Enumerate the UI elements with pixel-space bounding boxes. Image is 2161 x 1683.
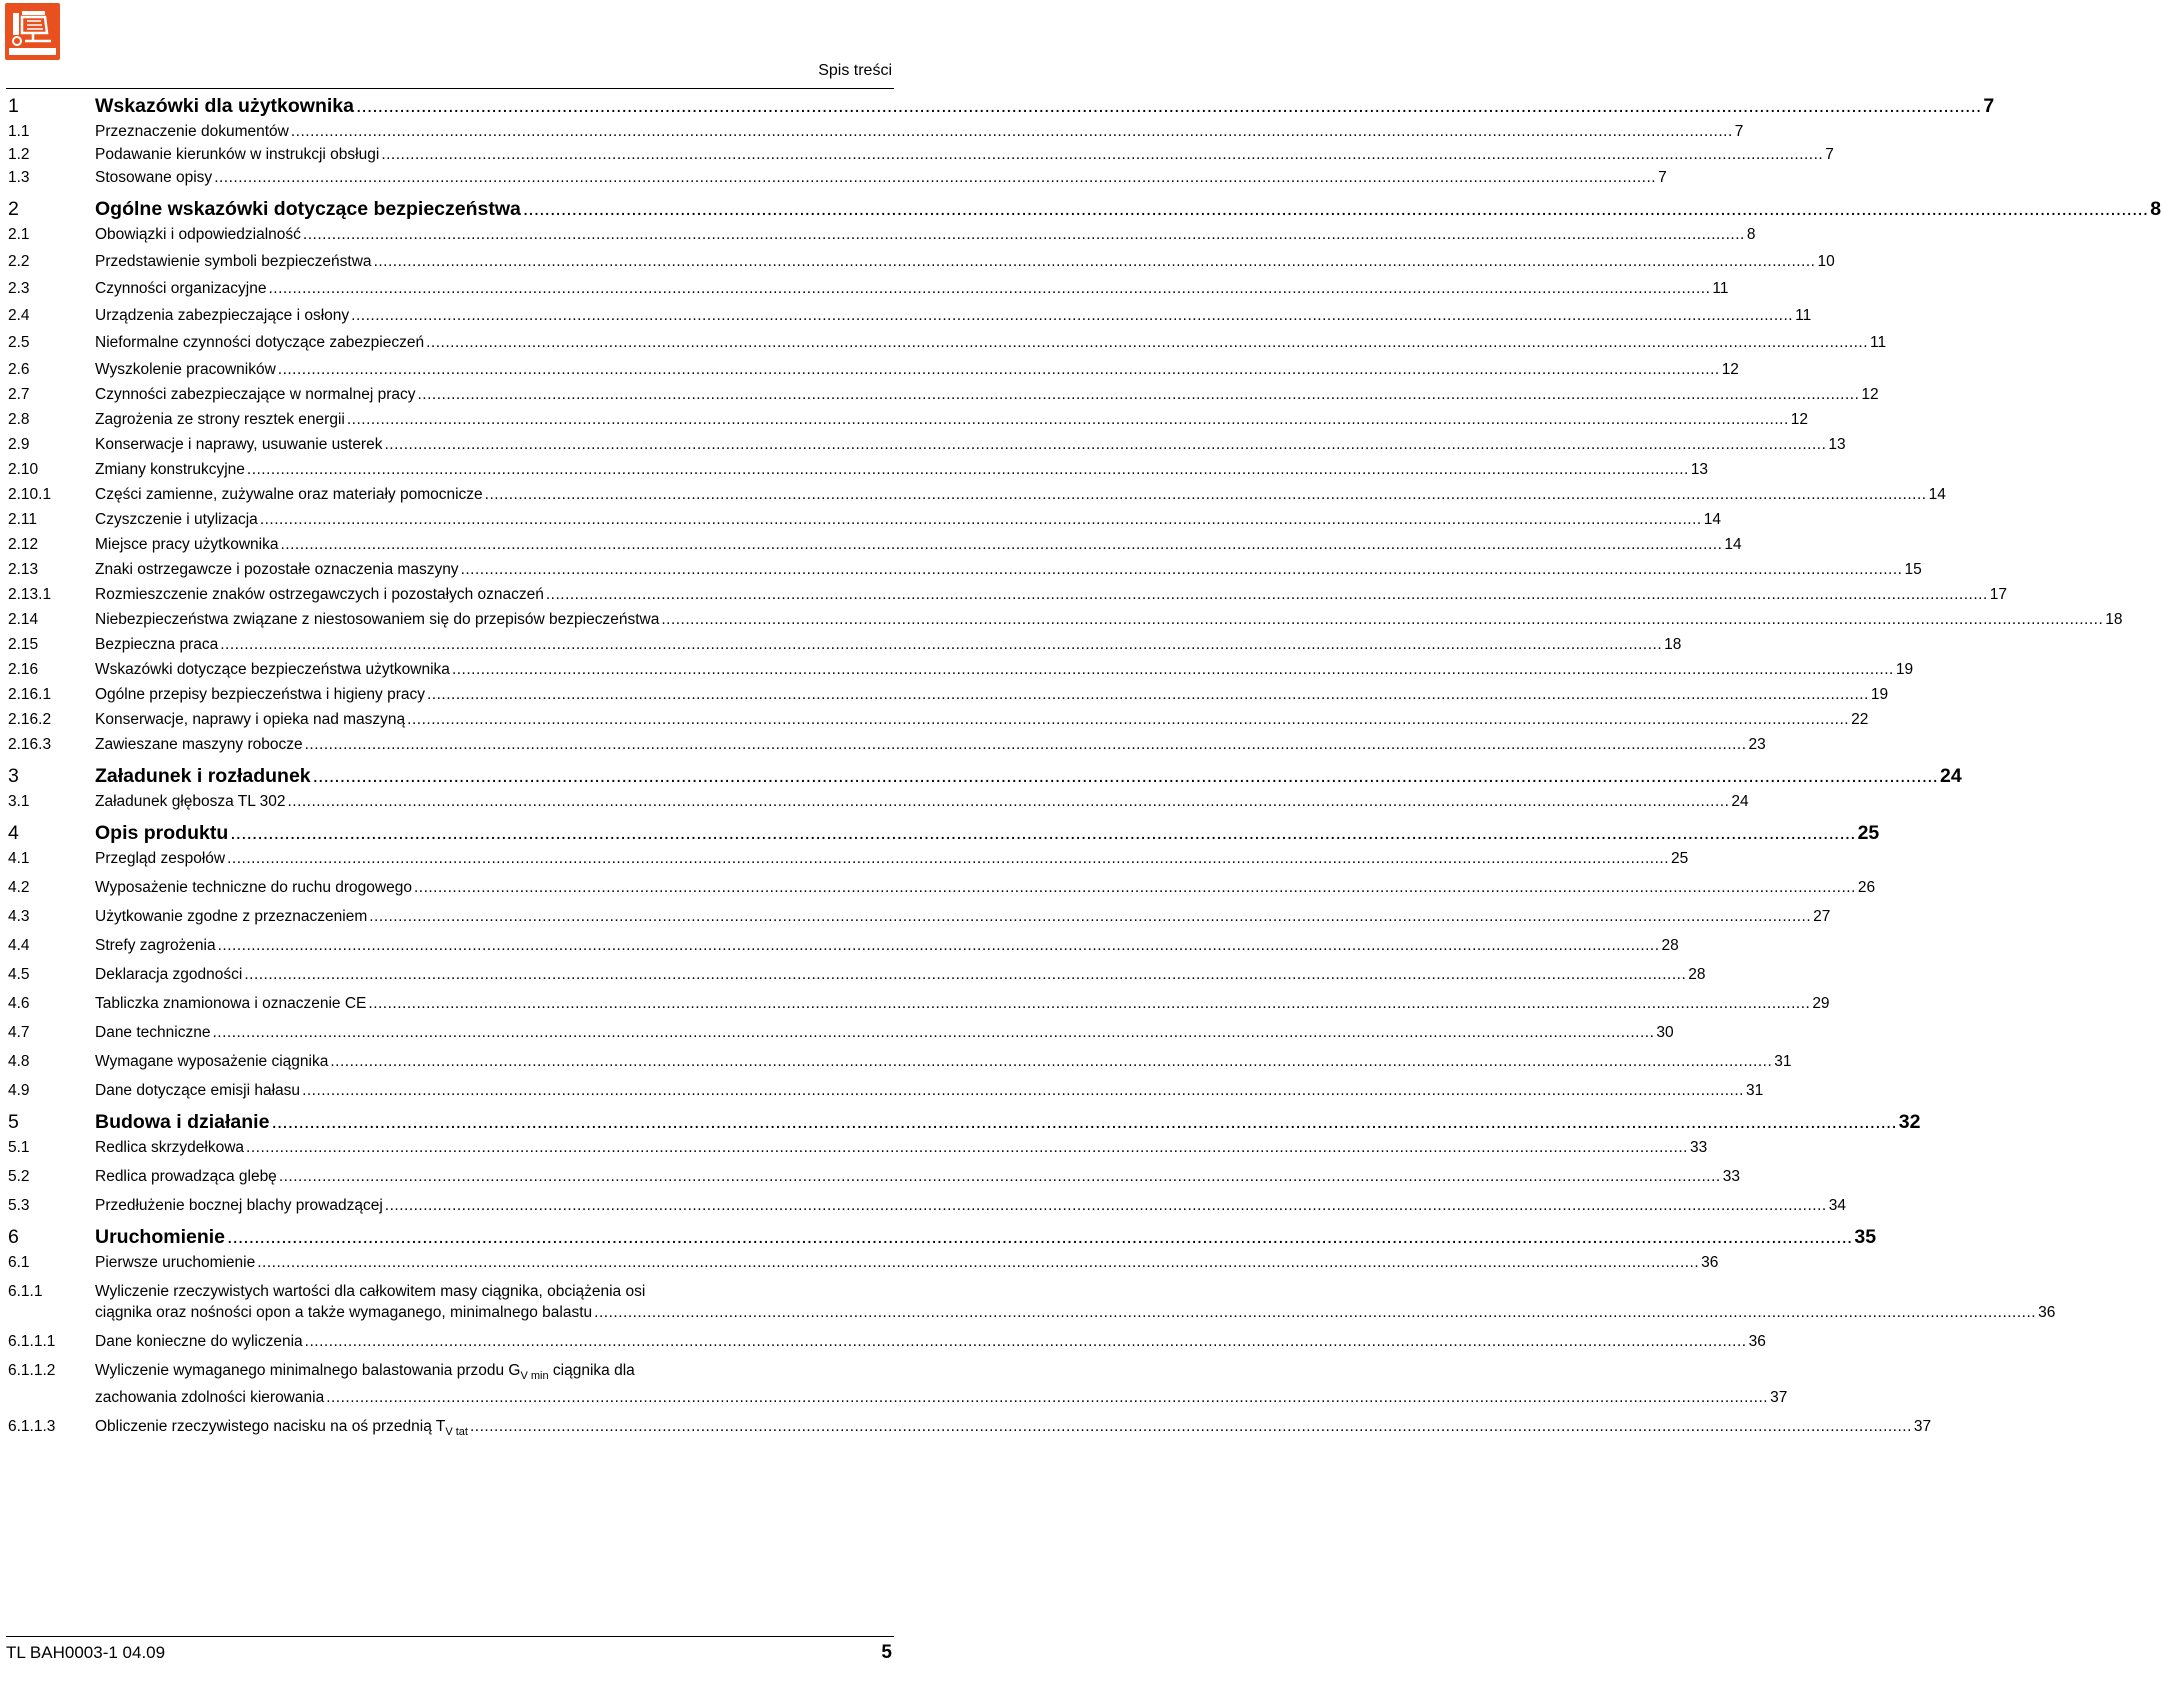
toc-leader-dots: ............................................................................................................................................................................................................................................................................................................ [227,850,1670,867]
toc-leader-dots: ............................................................................................................................................................................................................................................................................................................ [594,1304,2037,1321]
toc-entry-title: Deklaracja zgodności [95,966,243,983]
toc-entry-page: 33 [1722,1168,1740,1185]
toc-entry-page: 23 [1748,736,1766,753]
toc-entry-number: 2.2 [8,253,30,270]
toc-leader-dots: ............................................................................................................................................................................................................................................................................................................ [330,1053,1773,1070]
toc-entry-title: Podawanie kierunków w instrukcji obsługi [95,146,380,163]
toc-entry-title: Bezpieczna praca [95,636,219,653]
toc-leader-dots: ............................................................................................................................................................................................................................................................................................................ [484,486,1927,503]
toc-entry[interactable] [8,1166,1740,1187]
toc-entry[interactable] [8,877,1876,898]
toc-leader-dots: ............................................................................................................................................................................................................................................................................................................ [244,966,1687,983]
toc-entry-page: 7 [1658,169,1667,186]
toc-entry-title: Dane konieczne do wyliczenia [95,1333,303,1350]
section-title: Spis treści [818,62,892,79]
toc-entry-title: Czynności organizacyjne [95,280,267,297]
toc-entry[interactable] [8,559,1922,580]
toc-entry-page: 26 [1857,879,1876,896]
toc-entry-title: Urządzenia zabezpieczające i osłony [95,307,350,324]
toc-entry-page: 27 [1813,908,1831,925]
toc-entry-number: 2.6 [8,361,30,378]
toc-entry-page: 8 [1746,226,1756,243]
toc-entry-page: 11 [1712,280,1729,297]
toc-entry-number: 4.9 [8,1082,30,1099]
toc-entry-number: 2.7 [8,386,30,403]
toc-entry-page: 29 [1812,995,1830,1012]
toc-leader-dots: ............................................................................................................................................................................................................................................................................................................ [351,307,1794,324]
toc-entry[interactable] [8,684,1889,705]
toc-entry-page: 19 [1870,686,1889,703]
toc-entry-title-line1 [95,1360,894,1387]
toc-entry-number: 2.14 [8,611,39,628]
toc-leader-dots: ............................................................................................................................................................................................................................................................................................................ [277,361,1720,378]
toc-leader-dots: ............................................................................................................................................................................................................................................................................................................ [214,169,1657,186]
toc-entry-number: 4.7 [8,1024,30,1041]
toc-entry-number: 5.2 [8,1168,30,1185]
toc-entry-title: Opis produktu [95,822,229,844]
toc-leader-dots: ............................................................................................................................................................................................................................................................................................................ [417,386,1860,403]
toc-entry[interactable] [8,484,1946,505]
document-id: TL BAH0003-1 04.09 [6,1643,166,1662]
toc-entry-title: Strefy zagrożenia [95,937,216,954]
toc-leader-dots: ............................................................................................................................................................................................................................................................................................................ [326,1389,1769,1407]
toc-entry[interactable] [8,734,1766,755]
toc-entry[interactable] [8,1281,2056,1323]
toc-entry-number: 1.2 [8,146,30,163]
toc-entry-number: 2.13 [8,561,39,578]
toc-entry-title: Wymagane wyposażenie ciągnika [95,1053,329,1070]
toc-leader-dots: ............................................................................................................................................................................................................................................................................................................ [290,123,1733,140]
toc-entry-number: 4.5 [8,966,30,983]
toc-entry[interactable] [8,93,1995,119]
toc-entry-number: 5 [8,1111,19,1133]
toc-entry[interactable] [8,659,1914,680]
toc-entry-title: Wyposażenie techniczne do ruchu drogowego [95,879,412,896]
toc-entry[interactable] [8,906,1831,927]
toc-entry-page: 25 [1671,850,1689,867]
toc-entry-page: 14 [1724,536,1742,553]
toc-entry-number: 2.16.2 [8,711,52,728]
toc-entry-number: 2.16.1 [8,686,52,703]
toc-entry-title: Konserwacje i naprawy, usuwanie usterek [95,436,383,453]
toc-leader-dots: ............................................................................................................................................................................................................................................................................................................ [217,937,1660,954]
toc-entry-number: 6.1.1.2 [8,1362,56,1379]
toc-entry-title: Rozmieszczenie znaków ostrzegawczych i pozostałych oznaczeń [95,586,544,603]
toc-entry[interactable] [8,820,1880,846]
toc-entry-page: 32 [1898,1111,1921,1133]
toc-leader-dots: ............................................................................................................................................................................................................................................................................................................ [268,280,1711,297]
amazone-logo [5,3,60,60]
toc-entry-number: 4 [8,822,19,844]
toc-entry-page: 12 [1790,411,1809,428]
toc-leader-dots: ............................................................................................................................................................................................................................................................................................................ [368,995,1811,1012]
toc-entry-page: 36 [1701,1254,1719,1271]
toc-entry-number: 3.1 [8,793,30,810]
toc-entry-page: 31 [1774,1053,1792,1070]
toc-entry[interactable] [8,144,1834,165]
toc-entry-number: 2.10.1 [8,486,52,503]
toc-entry[interactable] [8,1051,1792,1072]
toc-entry[interactable] [8,305,1812,326]
toc-entry-page: 14 [1928,486,1946,503]
toc-entry-subscript: V min [520,1370,549,1383]
amazone-logo-icon [5,3,60,60]
toc-entry-number: 2.12 [8,536,39,553]
toc-entry-number: 1 [8,95,19,117]
toc-entry[interactable] [8,791,1749,812]
toc-entry-title: Ogólne przepisy bezpieczeństwa i higieny pracy [95,686,425,703]
toc-entry-number: 2.11 [8,511,38,528]
toc-entry-page: 22 [1851,711,1869,728]
toc-entry-title: zachowania zdolności kierowania [95,1389,325,1407]
toc-entry-page: 28 [1688,966,1706,983]
toc-entry-subscript: V tat [445,1426,468,1439]
toc-entry-title: Niebezpieczeństwa związane z niestosowaniem się do przepisów bezpieczeństwa [95,611,660,628]
toc-entry-page: 30 [1656,1024,1674,1041]
toc-entry-title: Załadunek głębosza TL 302 [95,793,286,810]
toc-entry-title: Załadunek i rozładunek [95,765,311,787]
toc-entry-page: 8 [2150,198,2161,220]
toc-entry-number: 6.1.1.1 [8,1333,56,1350]
toc-entry-title-line1: Wyliczenie rzeczywistych wartości dla całkowitem masy ciągnika, obciążenia osi [95,1283,646,1300]
page-number: 5 [881,1642,892,1663]
toc-entry-title: Części zamienne, zużywalne oraz materiały pomocnicze [95,486,483,503]
toc-entry-number: 1.1 [8,123,30,140]
toc-entry-page: 19 [1895,661,1914,678]
toc-entry-number: 2.8 [8,411,30,428]
toc-entry-title: Przedstawienie symboli bezpieczeństwa [95,253,372,270]
toc-entry-title [95,1416,468,1443]
toc-entry[interactable] [8,964,1706,985]
toc-entry-title: Tabliczka znamionowa i oznaczenie CE [95,995,367,1012]
toc-leader-dots: ............................................................................................................................................................................................................................................................................................................ [278,1168,1721,1185]
toc-leader-dots: ............................................................................................................................................................................................................................................................................................................ [413,879,1856,896]
toc-leader-dots: ............................................................................................................................................................................................................................................................................................................ [426,686,1869,703]
toc-entry-title: Czynności zabezpieczające w normalnej pracy [95,386,416,403]
toc-entry-page: 24 [1939,765,1962,787]
toc-entry[interactable] [8,251,1835,272]
toc-leader-dots: ............................................................................................................................................................................................................................................................................................................ [426,334,1869,351]
toc-entry-page: 18 [1664,636,1682,653]
toc-entry-title: Dane dotyczące emisji hałasu [95,1082,301,1099]
toc-entry-number: 4.4 [8,937,30,954]
toc-leader-dots: ............................................................................................................................................................................................................................................................................................................ [451,661,1894,678]
toc-leader-dots: ............................................................................................................................................................................................................................................................................................................ [346,411,1789,428]
toc-entry[interactable] [8,1109,1921,1135]
toc-entry-number: 3 [8,765,19,787]
toc-entry-page: 12 [1861,386,1879,403]
toc-entry-page: 14 [1703,511,1721,528]
toc-entry[interactable] [8,584,2008,605]
toc-leader-dots: ............................................................................................................................................................................................................................................................................................................ [381,146,1824,163]
toc-entry-page: 7 [1983,95,1995,117]
toc-entry-title: Miejsce pracy użytkownika [95,536,279,553]
toc-entry-title: Redlica skrzydełkowa [95,1139,245,1156]
toc-entry-page: 37 [1770,1389,1788,1407]
toc-entry-number: 6.1 [8,1254,30,1271]
toc-entry-page: 36 [1748,1333,1766,1350]
toc-entry[interactable] [8,709,1869,730]
toc-entry[interactable] [8,384,1879,405]
toc-entry-title: Pierwsze uruchomienie [95,1254,256,1271]
toc-entry-page: 18 [2105,611,2123,628]
toc-entry-title-part: Wyliczenie wymaganego minimalnego balastowania przodu G [95,1362,521,1379]
footer-rule [6,1636,894,1637]
toc-entry[interactable] [8,848,1689,869]
toc-entry-page: 33 [1689,1139,1708,1156]
toc-entry-title: Zmiany konstrukcyjne [95,461,245,478]
toc-entry[interactable] [8,993,1830,1014]
toc-entry-number: 2 [8,198,19,220]
toc-entry-number: 2.16 [8,661,39,678]
toc-leader-dots: ............................................................................................................................................................................................................................................................................................................ [460,561,1903,578]
toc-leader-dots: ............................................................................................................................................................................................................................................................................................................ [257,1254,1700,1271]
toc-entry-page: 7 [1825,146,1834,163]
toc-entry-title: ciągnika oraz nośności opon a także wymaganego, minimalnego balastu [95,1304,593,1321]
toc-entry-page: 25 [1857,822,1880,844]
toc-leader-dots: ............................................................................................................................................................................................................................................................................................................ [287,793,1730,810]
toc-leader-dots: ............................................................................................................................................................................................................................................................................................................ [302,1082,1744,1099]
toc-leader-dots: ............................................................................................................................................................................................................................................................................................................ [259,511,1702,528]
toc-entry-title: Ogólne wskazówki dotyczące bezpieczeństwa [95,198,521,220]
toc-entry-page: 10 [1817,253,1835,270]
toc-entry-title: Redlica prowadząca glebę [95,1168,277,1185]
toc-entry-title: Przegląd zespołów [95,850,226,867]
toc-entry[interactable] [8,278,1729,299]
toc-entry[interactable] [8,1252,1719,1273]
toc-entry[interactable] [8,434,1846,455]
toc-entry[interactable] [8,609,2123,630]
toc-leader-dots: ............................................................................................................................................................................................................................................................................................................ [304,736,1747,753]
toc-entry[interactable] [8,359,1739,380]
toc-leader-dots: ............................................................................................................................................................................................................................................................................................................ [220,636,1663,653]
toc-entry-title: Znaki ostrzegawcze i pozostałe oznaczenia maszyny [95,561,459,578]
toc-entry-number: 2.5 [8,334,30,351]
toc-leader-dots: ............................................................................................................................................................................................................................................................................................................ [302,226,1745,243]
toc-entry-page: 36 [2038,1304,2056,1321]
toc-entry[interactable] [8,1195,1846,1216]
toc-entry-page: 13 [1828,436,1846,453]
toc-entry-number: 2.4 [8,307,30,324]
toc-entry-page: 34 [1828,1197,1846,1214]
toc-leader-dots: ............................................................................................................................................................................................................................................................................................................ [246,1139,1688,1156]
toc-leader-dots: ............................................................................................................................................................................................................................................................................................................ [469,1418,1912,1436]
toc-entry[interactable] [8,1137,1708,1158]
toc-entry[interactable] [8,1416,1932,1443]
toc-entry-title-part: Obliczenie rzeczywistego nacisku na oś przednią T [95,1418,446,1436]
toc-leader-dots: ............................................................................................................................................................................................................................................................................................................ [312,765,1938,787]
toc-leader-dots: ............................................................................................................................................................................................................................................................................................................ [522,198,2149,220]
toc-entry[interactable] [8,509,1721,530]
toc-entry-title: Dane techniczne [95,1024,211,1041]
toc-entry-number: 5.1 [8,1139,30,1156]
toc-entry-number: 2.10 [8,461,39,478]
toc-leader-dots: ............................................................................................................................................................................................................................................................................................................ [280,536,1723,553]
toc-leader-dots: ............................................................................................................................................................................................................................................................................................................ [384,436,1827,453]
toc-leader-dots: ............................................................................................................................................................................................................................................................................................................ [373,253,1816,270]
toc-leader-dots: ............................................................................................................................................................................................................................................................................................................ [212,1024,1655,1041]
toc-entry-title: Wyszkolenie pracowników [95,361,276,378]
toc-entry[interactable] [8,459,1709,480]
toc-leader-dots: ............................................................................................................................................................................................................................................................................................................ [304,1333,1747,1350]
toc-entry[interactable] [8,1331,1766,1352]
toc-entry-title: Zawieszane maszyny robocze [95,736,303,753]
toc-entry-number: 2.1 [8,226,30,243]
toc-entry-page: 12 [1721,361,1739,378]
toc-entry-number: 1.3 [8,169,30,186]
toc-entry[interactable] [8,121,1744,142]
toc-entry[interactable] [8,634,1682,655]
toc-entry-page: 37 [1913,1418,1932,1436]
toc-entry-number: 2.13.1 [8,586,52,603]
toc-entry[interactable] [8,1022,1674,1043]
toc-entry-page: 7 [1734,123,1744,140]
toc-leader-dots: ............................................................................................................................................................................................................................................................................................................ [545,586,1988,603]
toc-entry-title: Obowiązki i odpowiedzialność [95,226,301,243]
toc-entry-page: 28 [1661,937,1679,954]
toc-entry[interactable] [8,167,1667,188]
toc-entry-page: 17 [1989,586,2008,603]
toc-entry[interactable] [8,1224,1877,1250]
toc-entry[interactable] [8,534,1742,555]
toc-entry-page: 11 [1795,307,1812,324]
toc-entry-page: 13 [1690,461,1709,478]
toc-entry-number: 5.3 [8,1197,30,1214]
toc-entry-title: Stosowane opisy [95,169,213,186]
toc-leader-dots: ............................................................................................................................................................................................................................................................................................................ [246,461,1689,478]
toc-entry[interactable] [8,196,2161,222]
toc-entry[interactable] [8,332,1887,353]
toc-entry-number: 6.1.1 [8,1283,43,1300]
toc-entry-title: Przedłużenie bocznej blachy prowadzącej [95,1197,383,1214]
toc-entry-title: Wskazówki dotyczące bezpieczeństwa użytkownika [95,661,450,678]
toc-leader-dots: ............................................................................................................................................................................................................................................................................................................ [407,711,1850,728]
toc-entry-title: Wskazówki dla użytkownika [95,95,354,117]
toc-entry-title: Użytkowanie zgodne z przeznaczeniem [95,908,368,925]
toc-entry-number: 6 [8,1226,19,1248]
toc-entry-title-part: ciągnika dla [548,1362,635,1379]
toc-entry-page: 15 [1904,561,1922,578]
toc-entry[interactable] [8,409,1809,430]
toc-leader-dots: ............................................................................................................................................................................................................................................................................................................ [661,611,2104,628]
toc-entry-number: 4.3 [8,908,30,925]
toc-entry-title: Nieformalne czynności dotyczące zabezpieczeń [95,334,425,351]
toc-entry-page: 11 [1870,334,1887,351]
toc-leader-dots: ............................................................................................................................................................................................................................................................................................................ [271,1111,1897,1133]
toc-entry-page: 35 [1854,1226,1877,1248]
toc-entry-number: 2.9 [8,436,30,453]
toc-entry-page: 31 [1745,1082,1764,1099]
toc-entry-number: 2.15 [8,636,39,653]
toc-entry-number: 4.8 [8,1053,30,1070]
toc-entry-number: 4.1 [8,850,30,867]
toc-entry-title: Przeznaczenie dokumentów [95,123,289,140]
table-of-contents [8,89,2161,1443]
toc-entry[interactable] [8,224,1756,245]
toc-entry[interactable] [8,935,1679,956]
toc-entry[interactable] [8,1360,1788,1408]
toc-entry-page: 24 [1731,793,1749,810]
toc-entry-title: Budowa i działanie [95,1111,270,1133]
toc-entry-number: 6.1.1.3 [8,1418,56,1436]
toc-entry[interactable] [8,1080,1764,1101]
toc-entry-number: 4.6 [8,995,30,1012]
toc-leader-dots: ............................................................................................................................................................................................................................................................................................................ [227,1226,1853,1248]
toc-leader-dots: ............................................................................................................................................................................................................................................................................................................ [230,822,1856,844]
toc-entry-number: 2.3 [8,280,30,297]
toc-leader-dots: ............................................................................................................................................................................................................................................................................................................ [384,1197,1827,1214]
toc-entry-title: Konserwacje, naprawy i opieka nad maszyną [95,711,406,728]
toc-entry-number: 4.2 [8,879,30,896]
toc-entry[interactable] [8,763,1962,789]
toc-entry-title: Zagrożenia ze strony resztek energii [95,411,345,428]
toc-entry-title: Czyszczenie i utylizacja [95,511,258,528]
toc-leader-dots: ............................................................................................................................................................................................................................................................................................................ [355,95,1982,117]
toc-entry-title: Uruchomienie [95,1226,226,1248]
toc-leader-dots: ............................................................................................................................................................................................................................................................................................................ [369,908,1812,925]
toc-entry-number: 2.16.3 [8,736,52,753]
